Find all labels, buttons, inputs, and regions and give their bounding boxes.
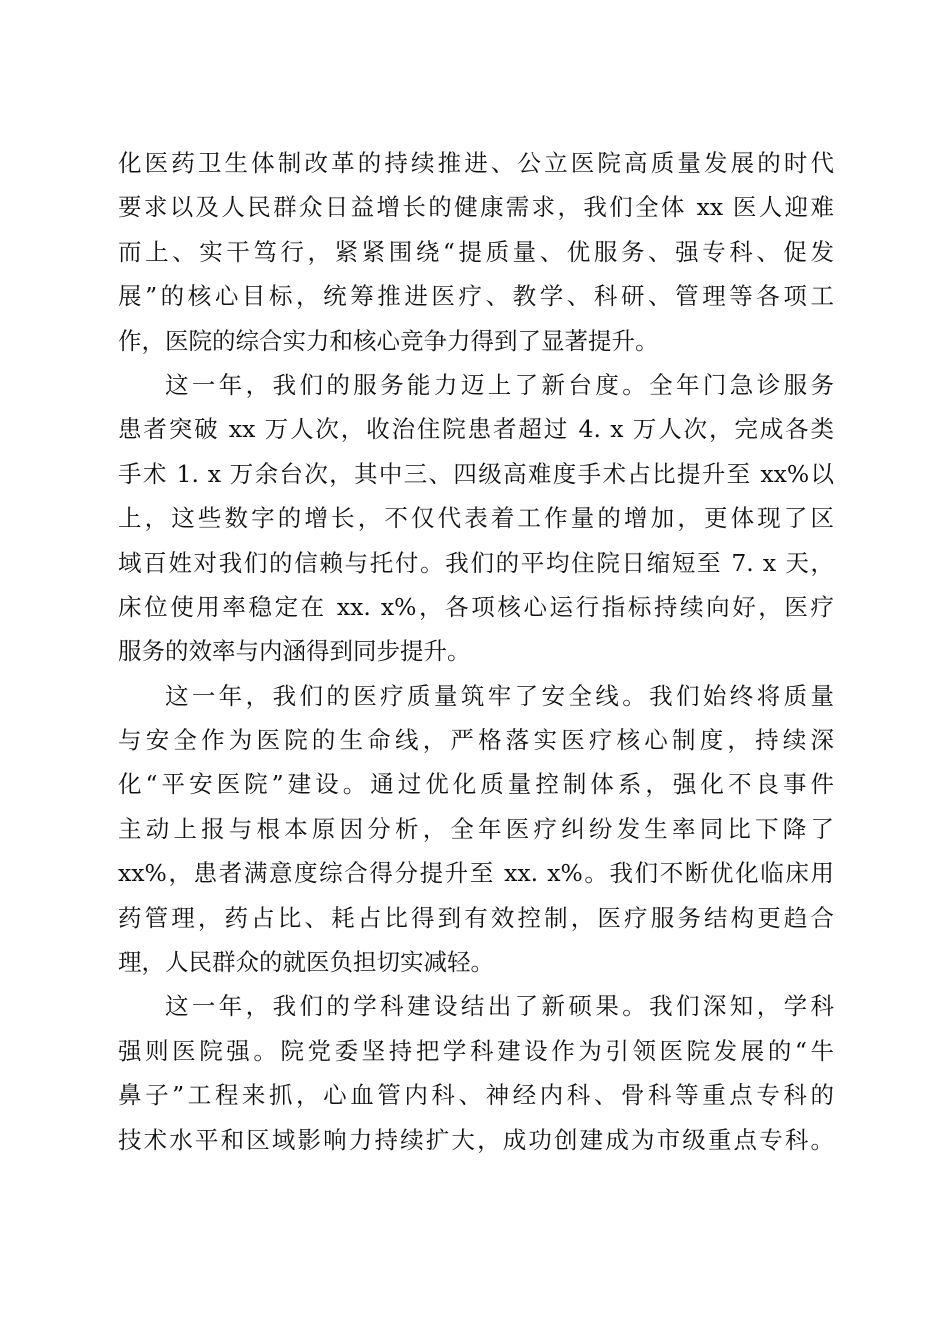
text-line: 理，人民群众的就医负担切实减轻。 — [118, 948, 494, 977]
text-line: 展”的核心目标，统筹推进医疗、教学、科研、管理等各项工 — [118, 282, 834, 311]
text-line: 而上、实干笃行，紧紧围绕“提质量、优服务、强专科、促发 — [118, 237, 834, 266]
text-line: 药管理，药占比、耗占比得到有效控制，医疗服务结构更趋合 — [118, 903, 834, 932]
text-line: xx%，患者满意度综合得分提升至 xx. x%。我们不断优化临床用 — [118, 859, 834, 888]
text-line: 服务的效率与内涵得到同步提升。 — [118, 637, 471, 666]
document-body — [118, 141, 834, 1162]
text-line: 强则医院强。院党委坚持把学科建设作为引领医院发展的“牛 — [118, 1036, 834, 1065]
text-line: 技术水平和区域影响力持续扩大，成功创建成为市级重点专科。 — [118, 1125, 834, 1154]
text-line: 要求以及人民群众日益增长的健康需求，我们全体 xx 医人迎难 — [118, 193, 834, 222]
text-line: 鼻子”工程来抓，心血管内科、神经内科、骨科等重点专科的 — [118, 1081, 834, 1110]
text-line: 手术 1. x 万余台次，其中三、四级高难度手术占比提升至 xx%以 — [118, 459, 834, 488]
text-line: 患者突破 xx 万人次，收治住院患者超过 4. x 万人次，完成各类 — [118, 415, 834, 444]
paragraph-first-line: 这一年，我们的医疗质量筑牢了安全线。我们始终将质量 — [165, 681, 834, 710]
text-line: 作，医院的综合实力和核心竞争力得到了显著提升。 — [118, 326, 659, 355]
text-line: 化“平安医院”建设。通过优化质量控制体系，强化不良事件 — [118, 770, 834, 799]
text-line: 化医药卫生体制改革的持续推进、公立医院高质量发展的时代 — [118, 149, 834, 177]
paragraph-first-line: 这一年，我们的服务能力迈上了新台度。全年门急诊服务 — [165, 370, 834, 399]
paragraph-first-line: 这一年，我们的学科建设结出了新硕果。我们深知，学科 — [165, 992, 834, 1021]
text-line: 床位使用率稳定在 xx. x%，各项核心运行指标持续向好，医疗 — [118, 592, 834, 621]
text-line: 主动上报与根本原因分析，全年医疗纠纷发生率同比下降了 — [118, 814, 834, 843]
text-line: 上，这些数字的增长，不仅代表着工作量的增加，更体现了区 — [118, 504, 834, 533]
text-line: 域百姓对我们的信赖与托付。我们的平均住院日缩短至 7. x 天， — [118, 548, 834, 577]
text-line: 与安全作为医院的生命线，严格落实医疗核心制度，持续深 — [118, 726, 834, 755]
